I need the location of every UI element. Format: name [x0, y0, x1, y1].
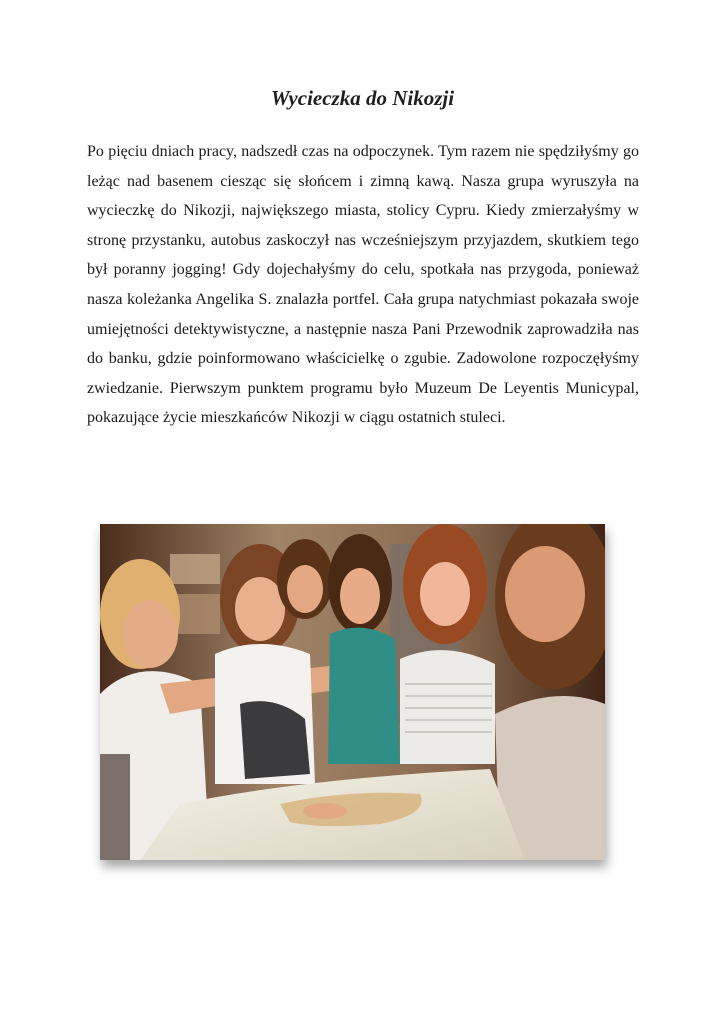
group-photo-icon	[100, 524, 605, 860]
document-title: Wycieczka do Nikozji	[270, 86, 455, 110]
document-paragraph: Po pięciu dniach pracy, nadszedł czas na odpoczynek. Tym razem nie spędziłyśmy go leżąc nad basenem ciesząc się słońcem i zimną kawą. Nasza grupa wyruszyła na wycieczkę do Nikozji, największego miasta, stolicy Cypru. Kiedy zmierzałyśmy w stronę przystanku, autobus zaskoczył nas wcześniejszym przyjazdem, skutkiem tego był poranny jogging! Gdy dojechałyśmy do celu, spotkała nas przygoda, ponieważ nasza koleżanka Angelika S. znalazła portfel. Cała grupa natychmiast pokazała swoje umiejętności detektywistyczne, a następnie nasza Pani Przewodnik zaprowadziła nas do banku, gdzie poinformowano właścicielkę o zgubie. Zadowolone rozpoczęłyśmy zwiedzanie. Pierwszym punktem programu było Muzeum De Leyentis Municypal, pokazujące życie mieszkańców Nikozji w ciągu ostatnich stuleci.	[87, 143, 639, 427]
group-photo	[100, 524, 605, 860]
